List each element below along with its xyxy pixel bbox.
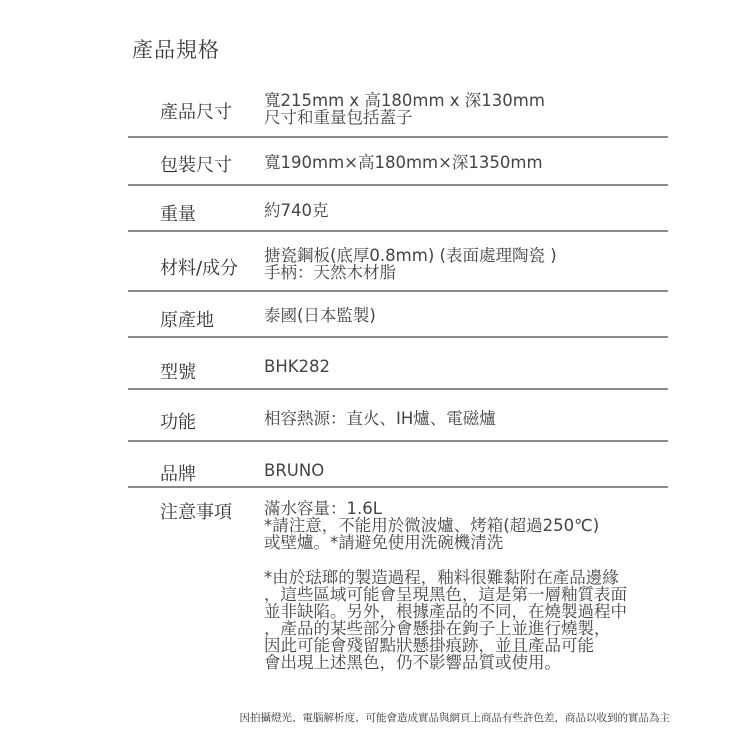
note-paragraph-line: 因此可能會殘留點狀懸掛痕跡，並且產品可能 bbox=[264, 636, 594, 655]
note-paragraph-line: ，這些區域可能會呈現黑色，這是第一層釉質表面 bbox=[264, 585, 627, 604]
spec-label: 產品尺寸 bbox=[160, 102, 232, 123]
spec-value-line: 滿水容量：1.6L bbox=[264, 499, 382, 518]
spec-value-line: 泰國(日本監製) bbox=[264, 306, 376, 325]
spec-value bbox=[264, 410, 496, 427]
spec-label: 品牌 bbox=[160, 464, 196, 485]
spec-value-line: 寬190mm×高180mm×深1350mm bbox=[264, 153, 543, 172]
spec-value-line: 搪瓷鋼板(底厚0.8mm) (表面處理陶瓷 ) bbox=[264, 246, 557, 265]
spec-value-line: 或壁爐。*請避免使用洗碗機清洗 bbox=[264, 533, 504, 552]
spec-value-line: BHK282 bbox=[264, 357, 331, 376]
spec-label: 功能 bbox=[160, 412, 196, 433]
spec-value bbox=[264, 307, 376, 324]
note-paragraph-line: ，產品的某些部分會懸掛在鉤子上並進行燒製， bbox=[264, 619, 611, 638]
spec-value-line: *請注意，不能用於微波爐、烤箱(超過250℃) bbox=[264, 516, 600, 535]
spec-value-line: 寬215mm x 高180mm x 深130mm bbox=[264, 91, 545, 110]
spec-row-origin bbox=[128, 292, 668, 338]
spec-value bbox=[264, 500, 627, 671]
spec-row-material bbox=[128, 232, 668, 292]
spec-row-dimensions bbox=[128, 82, 668, 138]
page-title: 產品規格 bbox=[132, 38, 220, 62]
spec-value bbox=[264, 247, 557, 281]
spec-value-line: 約740克 bbox=[264, 201, 329, 220]
spec-row-weight bbox=[128, 186, 668, 232]
spec-value-line: BRUNO bbox=[264, 461, 325, 480]
spec-label: 原產地 bbox=[160, 310, 214, 331]
spec-row-brand bbox=[128, 442, 668, 488]
spec-value bbox=[264, 92, 545, 126]
spec-row-function bbox=[128, 390, 668, 442]
spec-label: 材料/成分 bbox=[160, 258, 239, 279]
color-disclaimer-footnote: 因拍攝燈光、電腦解析度、可能會造成實品與網頁上商品有些許色差，商品以收到的實品為主 bbox=[239, 712, 670, 724]
spec-row-package-size bbox=[128, 138, 668, 186]
note-paragraph-line: 會出現上述黑色，仍不影響品質或使用。 bbox=[264, 653, 561, 672]
spec-value-line: 相容熱源：直火、IH爐、電磁爐 bbox=[264, 409, 496, 428]
spec-label: 注意事項 bbox=[160, 502, 232, 523]
spec-row-notes bbox=[128, 488, 668, 688]
spec-value bbox=[264, 202, 329, 219]
spec-label: 型號 bbox=[160, 362, 196, 383]
spec-label: 包裝尺寸 bbox=[160, 155, 232, 176]
spec-value-line: 手柄：天然木材脂 bbox=[264, 263, 396, 282]
spec-table bbox=[128, 82, 668, 688]
spec-value bbox=[264, 154, 543, 171]
spec-row-model bbox=[128, 338, 668, 390]
spec-label: 重量 bbox=[160, 204, 196, 225]
paragraph-gap bbox=[264, 551, 627, 569]
spec-value bbox=[264, 358, 330, 375]
note-paragraph-line: 並非缺陷。另外，根據產品的不同，在燒製過程中 bbox=[264, 602, 627, 621]
spec-value bbox=[264, 462, 324, 479]
spec-value-line: 尺寸和重量包括蓋子 bbox=[264, 108, 413, 127]
note-paragraph-line: *由於琺瑯的製造過程，釉料很難黏附在產品邊緣 bbox=[264, 568, 619, 587]
